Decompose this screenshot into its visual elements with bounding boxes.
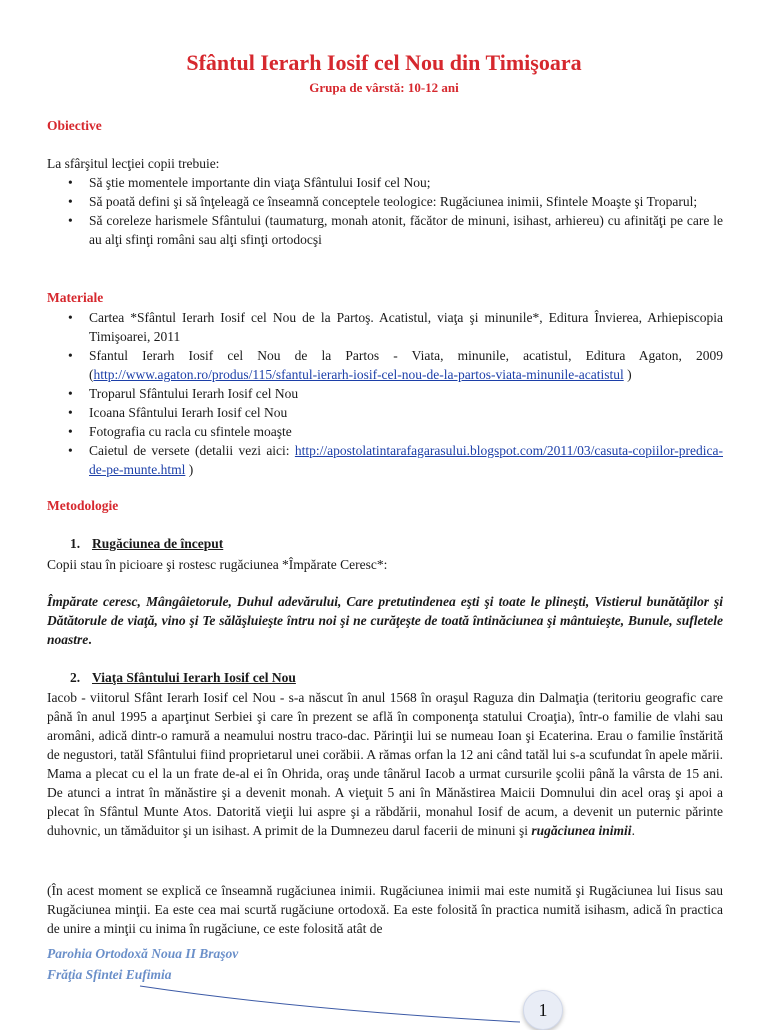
step-number: 1. [70,536,81,551]
step-1-text: Copii stau în picioare şi rostesc rugăciunea *Împărate Ceresc*: [47,557,388,572]
prayer-end: . [88,632,92,647]
material-item-text: Sfantul Ierarh Iosif cel Nou de la Partos - Viata, minunile, acatistul, Editura Agaton, 2009 [89,348,723,363]
step-number: 2. [70,670,81,685]
material-item-text: Caietul de versete (detalii vezi aici: [89,443,295,458]
objectives-heading: Obiective [47,118,102,133]
objectives-intro: La sfârşitul lecţiei copii trebuie: [47,156,220,171]
life-text: Iacob - viitorul Sfânt Ierarh Iosif cel Nou - s-a născut în anul 1568 în oraşul Raguza din Dalmaţia (teritoriu geografic care până în anul 1995 a aparţinut Serbiei şi care în prezent se află în componenţa statului Croaţia), într-o familie de vlahi sau aromâni, adică dintr-o ramură a neamului nostru traco-dac. Părinţii lui se numeau Ioan şi Ecaterina. Erau o familie înstărită de negustori, tatăl Sfântului fiind proprietarul unei corăbii. A rămas orfan la 12 ani când tatăl lui s-a scufundat în apele mării. Mama a plecat cu el la un frate de-al ei în Ohrida, oraş unde tânărul Iacob a urmat cursurile şcolii până la vârsta de 15 ani. De atunci a intrat în mănăstire şi a devenit monah. A vieţuit 5 ani în Mănăstirea Maicii Domnului din acel oraş şi apoi a plecat în Sfântul Munte Atos. Datorită vieţii lui aspre şi a răbdării, monahul Iosif de acum, a devenit un puternic părinte duhovnic, un tămăduitor şi un isihast. A primit de la Dumnezeu darul facerii de minuni şi [47,690,723,838]
link-paren-close: ) [623,367,632,382]
document-title: Sfântul Ierarh Iosif cel Nou din Timişoara [186,50,582,75]
footer-parish: Parohia Ortodoxă Noua II Braşov [47,946,239,961]
life-bold-term: rugăciunea inimii [531,823,632,838]
blog-link[interactable]: http://apostolatintarafagarasului.blogspot.com/2011/03/casuta-copiilor-predica-de-pe-munte.html [89,443,723,477]
objective-item: • Să coreleze harismele Sfântului (taumaturg, monah atonit, făcător de minuni, isihast, arhiereu) cu afinităţi pe care le au alţi sfinţi români sau alţi sfinţi ortodocşi [47,211,723,249]
step-title: Viaţa Sfântului Ierarh Iosif cel Nou [92,670,296,685]
life-end: . [631,823,635,838]
objective-item: • Să poată defini şi să înţeleagă ce înseamnă conceptele teologice: Rugăciunea inimii, Sfintele Moaşte şi Troparul; [47,192,723,211]
footer-brotherhood: Frăţia Sfintei Eufimia [47,967,172,982]
link-paren-close: ) [185,462,194,477]
material-item-troparion: • Troparul Sfântului Ierarh Iosif cel Nou [47,384,723,403]
note-paragraph: (În acest moment se explică ce înseamnă rugăciunea inimii. Rugăciunea inimii mai este numită şi Rugăciunea lui Iisus sau Rugăciunea minţii. Ea este cea mai scurtă rugăciune ortodoxă. Ea este folosită în practica numită isihasm, adică în practica de unire a minţii cu inima în rugăciune, ce este folosită atât de [47,883,723,936]
materials-heading: Materiale [47,290,104,305]
material-item-book: • Cartea *Sfântul Ierarh Iosif cel Nou de la Partoş. Acatistul, viaţa şi minunile*, Editura Învierea, Arhiepiscopia Timişoarei, 2011 [47,308,723,346]
page-number-badge: 1 [523,990,563,1030]
document-subtitle: Grupa de vârstă: 10-12 ani [309,80,459,95]
material-item-photo: • Fotografia cu racla cu sfintele moaşte [47,422,723,441]
methodology-heading: Metodologie [47,498,119,513]
link-paren-open: ( [89,367,94,382]
material-item-icon: • Icoana Sfântului Ierarh Iosif cel Nou [47,403,723,422]
prayer-body: Împărate ceresc, Mângâietorule, Duhul adevărului, Care pretutindenea eşti şi toate le plineşti, Vistierul bunătăţilor şi Dătătorule de viaţă, vino şi Te sălăşluieşte întru noi şi ne curăţeşte de toată întinăciunea şi mântuieşte, Bunule, sufletele noastre [47,594,723,647]
objective-item: • Să ştie momentele importante din viaţa Sfântului Iosif cel Nou; [47,173,723,192]
agaton-link[interactable]: http://www.agaton.ro/produs/115/sfantul-ierarh-iosif-cel-nou-de-la-partos-viata-minunile-acatistul [93,367,624,382]
step-title: Rugăciunea de început [92,536,224,551]
